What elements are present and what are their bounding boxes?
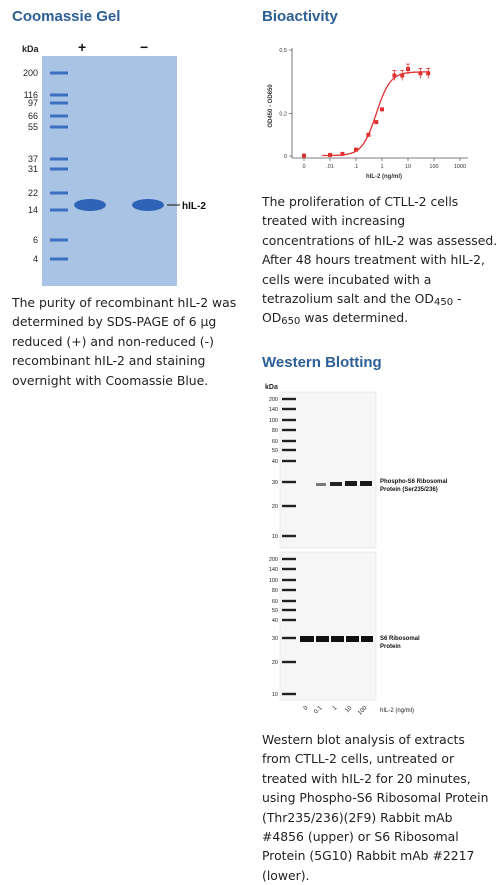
bio-data-point — [354, 148, 358, 152]
lower-protein-label-1: S6 Ribosomal — [380, 636, 420, 642]
blot-ladder-band — [282, 579, 296, 581]
blot-marker-label: 60 — [271, 439, 278, 445]
gel-band-reduced — [74, 199, 106, 211]
lower-band-lane2 — [331, 636, 344, 642]
blot-ladder-band — [282, 558, 296, 560]
gel-ladder-band — [50, 209, 68, 212]
bio-x-label: hIL-2 (ng/ml) — [366, 174, 402, 180]
gel-ladder-band — [50, 115, 68, 118]
gel-ladder-band — [50, 102, 68, 105]
blot-ladder-band — [282, 637, 296, 639]
blot-ladder-band — [282, 481, 296, 483]
bio-data-point — [426, 71, 430, 75]
gel-marker-label: 66 — [27, 111, 38, 121]
lanes-axis-label: hIL-2 (ng/ml) — [380, 708, 415, 714]
bio-data-point — [302, 154, 306, 158]
lower-protein-label-2: Protein — [380, 644, 401, 650]
blot-marker-label: 50 — [271, 608, 278, 614]
blot-marker-label: 30 — [271, 636, 278, 642]
upper-protein-label-2: Protein (Ser235/236) — [380, 487, 438, 493]
bio-data-point — [400, 73, 404, 77]
upper-band-lane3 — [345, 481, 357, 486]
gel-ladder-band — [50, 72, 68, 75]
gel-ladder-band — [50, 168, 68, 171]
blot-marker-label: 140 — [268, 567, 278, 573]
blot-ladder-band — [282, 429, 296, 431]
blot-kda-label: kDa — [265, 384, 278, 391]
western-caption: Western blot analysis of extracts from CTLL-2 cells, untreated or treated with hIL-2 for 20 minutes, using Phospho-S6 Ribosomal Protein (Thr235/236)(2F9) Rabbit mAb #4856 (upper) or S6 Ribosomal Protein (5G10) Rabbit mAb #2217 (lower). — [262, 732, 489, 883]
bio-data-point — [366, 133, 370, 137]
blot-marker-label: 30 — [271, 480, 278, 486]
gel-kda-label: kDa — [22, 44, 39, 54]
blot-ladder-band — [282, 398, 296, 400]
gel-band-nonreduced — [132, 199, 164, 211]
blot-lane-label: 100 — [357, 705, 369, 717]
blot-lane-label: 1 — [331, 705, 339, 712]
gel-ladder-band — [50, 192, 68, 195]
gel-ladder-band — [50, 258, 68, 261]
blot-marker-label: 10 — [271, 534, 278, 540]
lower-band-lane1 — [316, 636, 329, 642]
gel-lane-minus: − — [140, 39, 149, 55]
od450-sub: 450 — [433, 297, 454, 309]
western-blot-figure — [262, 380, 448, 720]
gel-background — [42, 56, 177, 286]
blot-marker-label: 60 — [271, 599, 278, 605]
gel-marker-label: 22 — [27, 188, 38, 198]
bio-x-tick-label: .01 — [326, 164, 334, 170]
blot-marker-label: 10 — [271, 692, 278, 698]
bio-data-point — [374, 120, 378, 124]
gel-ladder-band — [50, 126, 68, 129]
gel-ladder-band — [50, 158, 68, 161]
blot-ladder-band — [282, 449, 296, 451]
blot-ladder-band — [282, 460, 296, 462]
blot-marker-label: 100 — [268, 578, 278, 584]
coomassie-caption: The purity of recombinant hIL-2 was determined by SDS-PAGE of 6 µg reduced (+) and non-reduced (-) recombinant hIL-2 and staining overnight with Coomassie Blue. — [12, 295, 237, 388]
blot-ladder-band — [282, 619, 296, 621]
gel-marker-label: 14 — [27, 205, 38, 215]
gel-lane-plus: + — [78, 39, 87, 55]
upper-band-lane4 — [360, 481, 372, 486]
blot-marker-label: 200 — [268, 397, 278, 403]
blot-ladder-band — [282, 568, 296, 570]
gel-marker-label: 200 — [22, 68, 38, 78]
gel-marker-label: 31 — [27, 164, 38, 174]
blot-marker-label: 20 — [271, 504, 278, 510]
gel-marker-label: 4 — [32, 254, 38, 264]
bioactivity-caption — [262, 192, 498, 328]
blot-ladder-band — [282, 589, 296, 591]
blot-lane-label: 0 — [302, 705, 310, 712]
bio-data-point — [380, 107, 384, 111]
gel-marker-label: 116 — [23, 90, 38, 100]
lower-blot-panel — [280, 552, 376, 700]
coomassie-title: Coomassie Gel — [12, 8, 121, 25]
bio-x-tick-label: .1 — [353, 164, 359, 170]
upper-protein-label-1: Phospho-S6 Ribosomal — [380, 479, 448, 485]
lower-band-lane0 — [300, 636, 314, 642]
bio-x-tick-label: 10 — [404, 164, 412, 170]
gel-marker-label: 6 — [32, 235, 38, 245]
gel-band-label: hIL-2 — [182, 201, 206, 212]
bio-x-tick-label: 0 — [302, 164, 306, 170]
blot-lane-label: 0.1 — [313, 705, 324, 716]
bio-fit-curve — [322, 72, 429, 156]
bio-data-point — [340, 152, 344, 156]
blot-ladder-band — [282, 609, 296, 611]
lower-band-lane4 — [361, 636, 373, 642]
bio-y-label: OD450 - OD650 — [268, 84, 274, 128]
bio-y-tick-label: 0.5 — [279, 48, 287, 54]
blot-ladder-band — [282, 535, 296, 537]
blot-lane-label: 10 — [344, 705, 354, 715]
bio-y-tick-label: 0 — [283, 154, 287, 160]
bio-data-point — [418, 71, 422, 75]
od-separator: - — [453, 291, 462, 307]
od650-label: OD — [262, 310, 282, 326]
bio-x-tick-label: 1000 — [453, 164, 467, 170]
blot-ladder-band — [282, 693, 296, 695]
blot-marker-label: 40 — [271, 618, 278, 624]
blot-ladder-band — [282, 661, 296, 663]
blot-ladder-band — [282, 408, 296, 410]
blot-marker-label: 40 — [271, 459, 278, 465]
blot-marker-label: 20 — [271, 660, 278, 666]
blot-marker-label: 200 — [268, 557, 278, 563]
bio-data-point — [328, 153, 332, 157]
lower-band-lane3 — [346, 636, 359, 642]
upper-blot-panel — [280, 392, 376, 548]
gel-ladder-band — [50, 239, 68, 242]
blot-marker-label: 80 — [271, 588, 278, 594]
blot-ladder-band — [282, 505, 296, 507]
od650-sub: 650 — [281, 316, 301, 328]
upper-band-lane1 — [316, 483, 326, 486]
upper-band-lane2 — [330, 482, 342, 486]
blot-marker-label: 50 — [271, 448, 278, 454]
bioactivity-caption-end: was determined. — [300, 310, 409, 326]
blot-ladder-band — [282, 600, 296, 602]
gel-marker-label: 37 — [27, 154, 38, 164]
blot-marker-label: 80 — [271, 428, 278, 434]
blot-marker-label: 140 — [268, 407, 278, 413]
blot-ladder-band — [282, 419, 296, 421]
bio-x-tick-label: 1 — [380, 164, 384, 170]
bioactivity-title: Bioactivity — [262, 8, 338, 25]
blot-marker-label: 100 — [268, 418, 278, 424]
western-title: Western Blotting — [262, 354, 382, 371]
blot-ladder-band — [282, 440, 296, 442]
bio-x-tick-label: 100 — [429, 164, 439, 170]
od450-label: OD — [414, 291, 434, 307]
bio-data-point — [406, 67, 410, 71]
bio-data-point — [392, 73, 396, 77]
gel-marker-label: 97 — [27, 98, 38, 108]
coomassie-gel-figure — [12, 36, 244, 286]
gel-marker-label: 55 — [27, 122, 38, 132]
bioactivity-caption-main: The proliferation of CTLL-2 cells treated with increasing concentrations of hIL-2 was assessed. After 48 hours treatment with hIL-2, cells were incubated with a tetrazolium salt and the — [262, 194, 498, 307]
bioactivity-chart — [262, 44, 472, 184]
bio-y-tick-label: 0.2 — [279, 111, 287, 118]
gel-ladder-band — [50, 94, 68, 97]
